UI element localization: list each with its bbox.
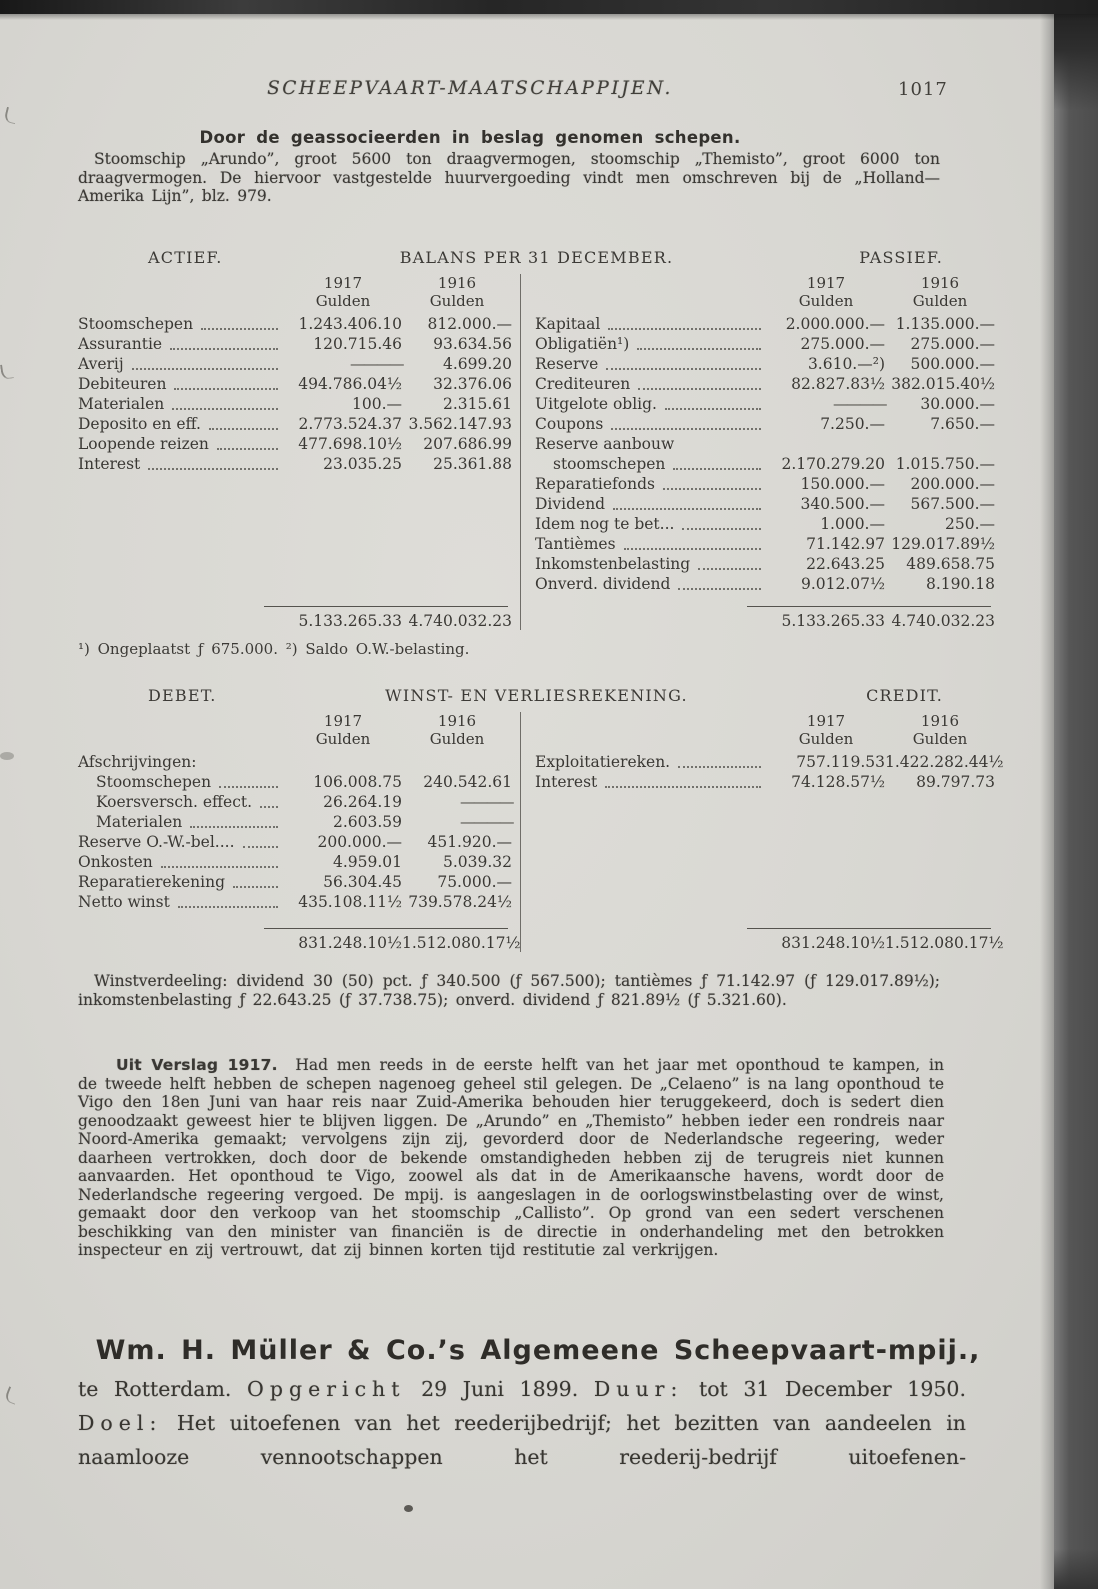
year-1917: 1917: [323, 274, 363, 292]
table-row: Inkomstenbelasting 22.643.25 489.658.75: [535, 555, 995, 573]
debet-currency-row: [78, 730, 512, 748]
total-rule: [264, 606, 508, 607]
table-row: Crediteuren 82.827.83½ 382.015.40½: [535, 375, 995, 393]
total-rule: [747, 928, 991, 929]
table-row: Stoomschepen 1.243.406.10 812.000.—: [78, 315, 512, 333]
actief-column: [78, 274, 520, 630]
dot-leader: [260, 806, 278, 808]
currency-label: Gulden: [912, 292, 968, 310]
passief-header: PASSIEF.: [859, 248, 943, 267]
table-row: Reserve 3.610.—²) 500.000.—: [535, 355, 995, 373]
passief-year-row: [535, 274, 995, 292]
dot-leader: [605, 786, 761, 788]
actief-rows: [78, 314, 512, 474]
dot-leader: [637, 348, 761, 350]
dot-leader: [170, 348, 278, 350]
table-row: Interest 74.128.57½ 89.797.73: [535, 773, 995, 791]
report-body: Had men reeds in de eerste helft van het jaar met oponthoud te kampen, in de tweede helft hebben de schepen nagenoeg geheel stil gelegen. De „Celaeno” is na lang oponthoud te Vigo den 18en Juni van haar reis naar Zuid-Amerika behouden hier teruggekeerd, doch is sedert dien genoodzaakt geweest hier te blijven liggen. De „Arundo” en „Themisto” hebben ieder een rondreis naar Noord-Amerika gemaakt; vervolgens zijn zij, gevorderd door de Nederlandsche regeering, weder daarheen vertrokken, doch door de bekende omstandigheden hebben zij de terugreis niet kunnen aanvaarden. Het oponthoud te Vigo, zoowel als dat in de Amerikaansche havens, wordt door de Nederlandsche regeering vergoed. De mpij. is aangeslagen in de oorlogswinstbelasting over de winst, gemaakt door den verkoop van het stoomschip „Callisto”. Op grond van een sedert verschenen beschikking van den minister van financiën is de directie in onderhandeling met den betrokken inspecteur en zij vertrouwt, dat zij binnen korten tijd restitutie zal verkrijgen.: [78, 1056, 944, 1259]
dot-leader: [613, 508, 761, 510]
table-row: Tantièmes 71.142.97 129.017.89½: [535, 535, 995, 553]
table-row: Obligatiën¹) 275.000.— 275.000.—: [535, 335, 995, 353]
table-row: Reparatierekening 56.304.45 75.000.—: [78, 873, 512, 891]
dot-leader: [217, 448, 278, 450]
report-lead: Uit Verslag 1917.: [116, 1056, 278, 1074]
dot-leader: [219, 786, 278, 788]
year-1917: 1917: [806, 712, 846, 730]
passief-total: 5.133.265.33 4.740.032.23: [745, 606, 995, 630]
table-row: Materialen 2.603.59 ————: [96, 813, 512, 831]
table-row: Reserve aanbouw: [535, 435, 675, 453]
year-1916: 1916: [920, 712, 960, 730]
table-row: Interest 23.035.25 25.361.88: [78, 455, 512, 473]
year-1916: 1916: [920, 274, 960, 292]
year-1917: 1917: [806, 274, 846, 292]
scan-artifact: [0, 363, 14, 380]
table-row: Idem nog te bet... 1.000.— 250.—: [535, 515, 995, 533]
dot-leader: [665, 408, 761, 410]
company-keyword-duur: Duur:: [593, 1377, 684, 1401]
passief-rows: [535, 314, 995, 594]
dot-leader: [624, 548, 761, 550]
dot-leader: [233, 886, 278, 888]
currency-label: Gulden: [798, 730, 854, 748]
table-row: stoomschepen 2.170.279.20 1.015.750.—: [553, 455, 995, 473]
table-row: Dividend 340.500.— 567.500.—: [535, 495, 995, 513]
seizure-paragraph: Stoomschip „Arundo”, groot 5600 ton draagvermogen, stoomschip „Themisto”, groot 6000 ton draagvermogen. De hiervoor vastgestelde huurvergoeding vindt men omschreven bij de „Holland—Amerika Lijn”, blz. 979.: [78, 150, 940, 205]
company-keyword-opgericht: Opgericht: [247, 1377, 406, 1401]
scan-artifact: [404, 1505, 413, 1512]
scan-artifact: [0, 752, 14, 760]
scan-artifact: [3, 107, 18, 124]
company-heading: Wm. H. Müller & Co.’s Algemeene Scheepvaart-mpij.,: [95, 1335, 981, 1366]
balance-footnote: ¹) Ongeplaatst ƒ 675.000. ²) Saldo O.W.-belasting.: [78, 640, 470, 658]
table-row: Deposito en eff. 2.773.524.37 3.562.147.93: [78, 415, 512, 433]
dot-leader: [178, 906, 278, 908]
actief-year-row: [78, 274, 512, 292]
currency-label: Gulden: [315, 730, 371, 748]
dot-leader: [608, 328, 761, 330]
table-row: Reserve O.-W.-bel.... 200.000.— 451.920.—: [78, 833, 512, 851]
table-row: Stoomschepen 106.008.75 240.542.61: [96, 773, 512, 791]
currency-label: Gulden: [429, 292, 485, 310]
dot-leader: [174, 388, 278, 390]
table-row: Reparatiefonds 150.000.— 200.000.—: [535, 475, 995, 493]
year-1917: 1917: [323, 712, 363, 730]
dot-leader: [243, 846, 279, 848]
dot-leader: [172, 408, 278, 410]
credit-total: 831.248.10½ 1.512.080.17½: [745, 928, 995, 952]
dot-leader: [209, 428, 278, 430]
currency-label: Gulden: [429, 730, 485, 748]
table-row: Assurantie 120.715.46 93.634.56: [78, 335, 512, 353]
pl-headers: [78, 686, 995, 708]
table-row: Netto winst 435.108.11½ 739.578.24½: [78, 893, 512, 911]
dot-leader: [678, 766, 761, 768]
dot-leader: [678, 588, 761, 590]
dot-leader: [698, 568, 761, 570]
company-body-2: 29 Juni 1899.: [405, 1377, 594, 1401]
book-gutter: [1054, 0, 1098, 1589]
table-row: Onkosten 4.959.01 5.039.32: [78, 853, 512, 871]
dot-leader: [682, 528, 761, 530]
table-row: Debiteuren 494.786.04½ 32.376.06: [78, 375, 512, 393]
debet-header: DEBET.: [148, 686, 217, 705]
credit-rows: [535, 752, 1004, 792]
company-body-3: tot 31 December 1950.: [683, 1377, 966, 1401]
page-title: SCHEEPVAART-MAATSCHAPPIJEN.: [267, 78, 673, 99]
company-paragraph: [78, 1372, 966, 1474]
dot-leader: [132, 368, 278, 370]
total-rule: [747, 606, 991, 607]
year-1916: 1916: [437, 274, 477, 292]
passief-column: [520, 274, 995, 630]
credit-column: [520, 712, 1004, 952]
table-row: Onverd. dividend 9.012.07½ 8.190.18: [535, 575, 995, 593]
company-body-1: te Rotterdam.: [78, 1377, 248, 1401]
credit-year-row: [535, 712, 995, 730]
dot-leader: [638, 388, 761, 390]
pl-title: WINST- EN VERLIESREKENING.: [385, 686, 688, 705]
debet-year-row: [78, 712, 512, 730]
currency-label: Gulden: [912, 730, 968, 748]
year-1916: 1916: [437, 712, 477, 730]
table-row: Coupons 7.250.— 7.650.—: [535, 415, 995, 433]
dot-leader: [673, 468, 761, 470]
actief-currency-row: [78, 292, 512, 310]
company-body-4: Het uitoefenen van het reederijbedrijf; het bezitten van aandeelen in naamlooze vennootschappen het reederij-bedrijf uitoefenen-: [78, 1411, 966, 1469]
actief-total: 5.133.265.33 4.740.032.23: [262, 606, 512, 630]
currency-label: Gulden: [315, 292, 371, 310]
debet-total: 831.248.10½ 1.512.080.17½: [262, 928, 512, 952]
balance-headers: [78, 248, 995, 270]
company-keyword-doel: Doel:: [78, 1411, 163, 1435]
dot-leader: [663, 488, 761, 490]
debet-rows: [78, 752, 512, 912]
table-row: Exploitatiereken. 757.119.53 1.422.282.44½: [535, 753, 1004, 771]
scan-artifact: [4, 1386, 21, 1404]
debet-column: [78, 712, 520, 952]
actief-header: ACTIEF.: [148, 248, 223, 267]
profit-distribution-paragraph: Winstverdeeling: dividend 30 (50) pct. ƒ 340.500 (ƒ 567.500); tantièmes ƒ 71.142.97 (ƒ 129.017.89½); inkomstenbelasting ƒ 22.643.25 (ƒ 37.738.75); onverd. dividend ƒ 821.89½ (ƒ 5.321.60).: [78, 972, 940, 1009]
table-row: Kapitaal 2.000.000.— 1.135.000.—: [535, 315, 995, 333]
dot-leader: [611, 428, 761, 430]
dot-leader: [190, 826, 278, 828]
page-number: 1017: [898, 79, 948, 100]
credit-header: CREDIT.: [866, 686, 943, 705]
scan-top-edge: [0, 0, 1098, 14]
profit-loss-sheet: [78, 686, 1004, 952]
table-row: Uitgelote oblig. ———— 30.000.—: [535, 395, 995, 413]
table-row: Materialen 100.— 2.315.61: [78, 395, 512, 413]
section-heading-seizure: Door de geassocieerden in beslag genomen schepen.: [199, 128, 741, 147]
currency-label: Gulden: [798, 292, 854, 310]
report-paragraph: [78, 1056, 944, 1260]
table-row: Afschrijvingen:: [78, 753, 197, 771]
dot-leader: [201, 328, 278, 330]
passief-currency-row: [535, 292, 995, 310]
balance-title: BALANS PER 31 DECEMBER.: [399, 248, 674, 267]
total-rule: [264, 928, 508, 929]
table-row: Koersversch. effect. 26.264.19 ————: [96, 793, 512, 811]
dot-leader: [161, 866, 278, 868]
dot-leader: [148, 468, 278, 470]
balance-sheet: [78, 248, 995, 630]
table-row: Averij ———— 4.699.20: [78, 355, 512, 373]
dot-leader: [606, 368, 761, 370]
table-row: Loopende reizen 477.698.10½ 207.686.99: [78, 435, 512, 453]
credit-currency-row: [535, 730, 995, 748]
